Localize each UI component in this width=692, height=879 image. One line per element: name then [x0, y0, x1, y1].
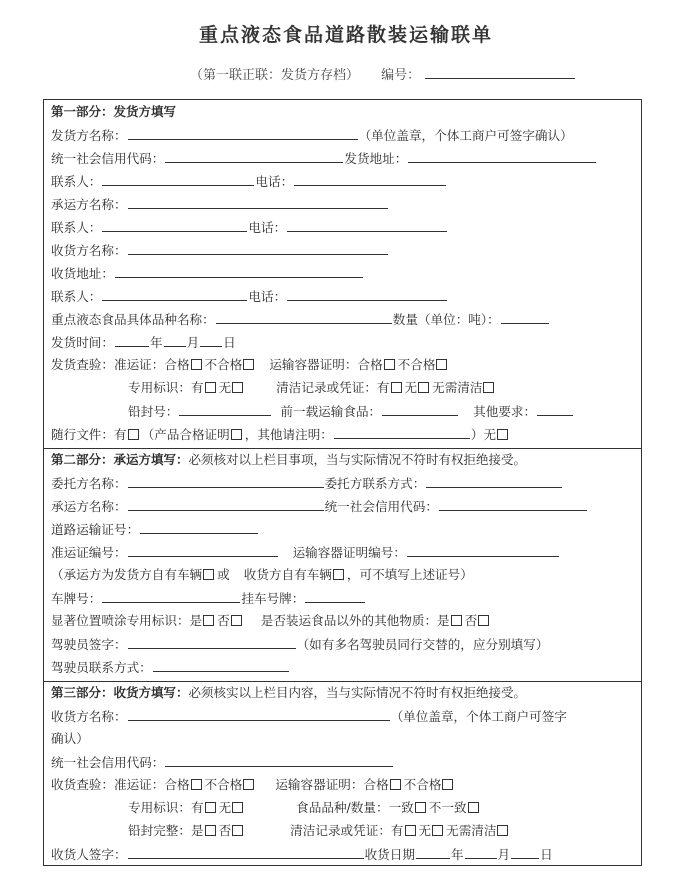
permit-no-field[interactable] [128, 543, 278, 557]
docs-no-label: 无 [483, 427, 497, 442]
shipper-contact-row [51, 172, 447, 191]
no-label: 无 [218, 380, 232, 395]
special-mark-label: 专用标识： [128, 800, 191, 815]
clean-record-label: 清洁记录或凭证： [290, 823, 391, 838]
r-container-qualified-checkbox[interactable] [390, 779, 401, 790]
shipper-vehicle-checkbox[interactable] [203, 569, 214, 580]
vehicle-note-or: 或 [217, 567, 230, 582]
credit-address-row [51, 149, 597, 168]
seal-no-field[interactable] [179, 402, 271, 416]
yes-label: 有 [376, 380, 390, 395]
mark-visible-yes-checkbox[interactable] [203, 615, 214, 626]
credit-code-label: 统一社会信用代码： [324, 499, 438, 514]
no-label: 无 [218, 800, 232, 815]
docs-no-checkbox[interactable] [497, 429, 508, 440]
seal-no-checkbox[interactable] [232, 825, 243, 836]
yes-label: 有 [190, 380, 204, 395]
serial-label: 编号： [381, 68, 421, 83]
driver-sign-field[interactable] [128, 635, 296, 649]
driver-phone-row [51, 658, 290, 677]
ship-address-field[interactable] [408, 149, 596, 163]
road-permit-row [51, 520, 259, 539]
mark-no-checkbox[interactable] [232, 382, 243, 393]
container-unqualified-checkbox[interactable] [436, 359, 447, 370]
qualified-label: 合格 [164, 357, 190, 372]
is-label: 是 [190, 823, 204, 838]
phone-field[interactable] [287, 218, 447, 232]
carrier-name-field[interactable] [128, 195, 388, 209]
check-label: 收货查验： [51, 777, 114, 792]
section-divider-1 [44, 448, 641, 449]
consistent-checkbox[interactable] [415, 802, 426, 813]
other-goods-no-label: 否 [464, 613, 478, 628]
contact-field[interactable] [102, 218, 247, 232]
vehicle-note-b: 收货方自有车辆 [243, 567, 332, 582]
shipper-name-field[interactable] [128, 126, 358, 140]
no-clean-label: 无需清洁 [432, 380, 483, 395]
not-label: 否 [218, 823, 232, 838]
entrust-contact-label: 委托方联系方式： [324, 476, 426, 491]
driver-sign-label: 驾驶员签字： [51, 637, 127, 652]
r-seal-row [128, 822, 511, 840]
year-field[interactable] [115, 333, 149, 347]
consignee-address-row [51, 264, 364, 283]
qualified-label: 合格 [357, 357, 383, 372]
receiver-note-row [51, 730, 89, 748]
driver-phone-label: 驾驶员联系方式： [51, 660, 152, 675]
ship-address-label: 发货地址： [344, 151, 408, 166]
qualified-label: 合格 [164, 777, 190, 792]
seal-yes-checkbox[interactable] [205, 825, 216, 836]
month-label: 月 [497, 847, 511, 862]
docs-row [51, 425, 511, 444]
year-label: 年 [450, 847, 464, 862]
receiver-credit-row [51, 753, 394, 772]
driver-phone-field[interactable] [153, 658, 289, 672]
part2-note: 必须核对以上栏目事项，当与实际情况不符时有权拒绝接受。 [188, 452, 527, 467]
food-name-field[interactable] [216, 310, 392, 324]
inconsistent-label: 不一致 [428, 800, 467, 815]
mark-yes-checkbox[interactable] [205, 382, 216, 393]
other-req-field[interactable] [537, 402, 573, 416]
mark-visible-label: 显著位置喷涂专用标识：是 [51, 613, 203, 628]
carrier-contact-row [51, 218, 448, 237]
check-label: 发货查验： [51, 357, 114, 372]
special-mark-label: 专用标识： [128, 380, 191, 395]
receiver-sign-field[interactable] [128, 845, 364, 859]
phone-label: 电话： [255, 174, 294, 189]
container-cert-no-field[interactable] [407, 543, 559, 557]
consignee-name-label: 收货方名称： [51, 243, 127, 258]
trailer-plate-label: 挂车号牌： [241, 591, 305, 606]
contact-label: 联系人： [51, 220, 102, 235]
shipper-name-note: （单位盖章，个体工商户可签字确认） [358, 128, 573, 143]
consistent-label: 一致 [388, 800, 414, 815]
cert-checkbox[interactable] [231, 429, 242, 440]
inconsistent-checkbox[interactable] [468, 802, 479, 813]
consignee-address-field[interactable] [115, 264, 363, 278]
trailer-plate-field[interactable] [305, 589, 365, 603]
docs-other-label: ，其他请注明： [244, 427, 333, 442]
food-name-label: 重点液态食品具体品种名称： [51, 312, 215, 327]
r-day-field[interactable] [511, 845, 539, 859]
prev-food-field[interactable] [382, 402, 458, 416]
container-cert-label: 运输容器证明： [269, 357, 358, 372]
consignee-address-label: 收货地址： [51, 266, 114, 281]
docs-other-field[interactable] [334, 425, 470, 439]
other-goods-yes-checkbox[interactable] [451, 615, 462, 626]
driver-sign-row [51, 635, 548, 654]
contact-field[interactable] [102, 287, 247, 301]
docs-label: 随行文件： [51, 427, 114, 442]
prev-food-label: 前一载运输食品： [280, 404, 382, 419]
clean-yes-checkbox[interactable] [391, 382, 402, 393]
unqualified-label: 不合格 [397, 357, 436, 372]
part3-note: 必须核实以上栏目内容，当与实际情况不符时有权拒绝接受。 [188, 685, 527, 700]
docs-detail-label: （产品合格证明 [141, 427, 230, 442]
entrust-row [51, 474, 563, 493]
docs-yes-checkbox[interactable] [128, 429, 139, 440]
mark-no-label: 否 [217, 613, 230, 628]
road-permit-label: 道路运输证号： [51, 522, 140, 537]
r-no-clean-checkbox[interactable] [497, 825, 508, 836]
container-qualified-checkbox[interactable] [384, 359, 395, 370]
r-clean-no-checkbox[interactable] [432, 825, 443, 836]
consignee-name-field[interactable] [128, 707, 390, 721]
carrier-name-field[interactable] [128, 497, 324, 511]
credit-code-field[interactable] [439, 497, 587, 511]
r-year-field[interactable] [416, 845, 450, 859]
shipper-name-row [51, 126, 573, 145]
consignee-note-cont: 确认） [51, 731, 89, 746]
ship-time-row [51, 333, 236, 352]
other-goods-label: 是否装运食品以外的其他物质：是 [260, 613, 450, 628]
r-permit-unqualified-checkbox[interactable] [243, 779, 254, 790]
yes-label: 有 [390, 823, 404, 838]
r-mark-no-checkbox[interactable] [232, 802, 243, 813]
phone-field[interactable] [294, 172, 446, 186]
form-subtitle [190, 64, 576, 83]
food-name-row [51, 310, 550, 329]
month-label: 月 [186, 335, 200, 350]
no-clean-checkbox[interactable] [483, 382, 494, 393]
entrust-contact-field[interactable] [426, 474, 562, 488]
permit-label: 准运证： [113, 777, 165, 792]
permit-no-label: 准运证编号： [51, 545, 127, 560]
part2-heading [51, 451, 526, 469]
container-cert-label: 运输容器证明： [275, 777, 364, 792]
vehicle-note-row [51, 566, 473, 584]
entrust-name-label: 委托方名称： [51, 476, 127, 491]
consignee-name-label: 收货方名称： [51, 709, 127, 724]
day-label: 日 [540, 847, 553, 862]
copy-label: （第一联正联：发货方存档） [190, 68, 360, 83]
clean-no-checkbox[interactable] [418, 382, 429, 393]
seal-no-label: 铅封号： [128, 404, 179, 419]
credit-code-field[interactable] [165, 149, 343, 163]
ship-time-label: 发货时间： [51, 335, 114, 350]
form-title: 重点液态食品道路散装运输联单 [198, 24, 493, 46]
receive-check-row [51, 776, 456, 794]
year-label: 年 [149, 335, 163, 350]
no-clean-label: 无需清洁 [446, 823, 497, 838]
permit-label: 准运证： [113, 357, 165, 372]
part1-heading: 第一部分：发货方填写 [51, 104, 177, 119]
plate-label: 车牌号： [51, 591, 102, 606]
road-permit-field[interactable] [140, 520, 258, 534]
part3-title: 第三部分：收货方填写： [51, 685, 189, 700]
vehicle-note-a: （承运方为发货方自有车辆 [51, 567, 203, 582]
receive-date-label: 收货日期 [364, 847, 415, 862]
vehicle-note-c: ，可不填写上述证号） [346, 567, 473, 582]
r-mark-yes-checkbox[interactable] [205, 802, 216, 813]
driver-note: （如有多名驾驶员同行交替的，应分别填写） [296, 637, 549, 652]
clean-record-label: 清洁记录或凭证： [276, 380, 377, 395]
plate-row [51, 589, 366, 608]
container-cert-no-label: 运输容器证明编号： [292, 545, 406, 560]
mark-visible-row [51, 612, 492, 630]
ship-check-row [51, 356, 450, 374]
section-divider-2 [44, 681, 641, 682]
other-goods-no-checkbox[interactable] [478, 615, 489, 626]
carrier-row [51, 497, 588, 516]
r-permit-qualified-checkbox[interactable] [191, 779, 202, 790]
consignee-name-row [51, 241, 389, 260]
phone-label: 电话： [248, 289, 287, 304]
mark-visible-no-checkbox[interactable] [231, 615, 242, 626]
phone-label: 电话： [248, 220, 287, 235]
r-clean-yes-checkbox[interactable] [405, 825, 416, 836]
r-mark-row [128, 799, 482, 817]
month-field[interactable] [164, 333, 186, 347]
other-req-label: 其他要求： [473, 404, 537, 419]
special-mark-row [128, 379, 497, 397]
receiver-sign-row [51, 845, 553, 864]
docs-close: ） [470, 427, 484, 442]
r-container-unqualified-checkbox[interactable] [442, 779, 453, 790]
unqualified-label: 不合格 [403, 777, 442, 792]
consignee-name-field[interactable] [128, 241, 388, 255]
carrier-name-row [51, 195, 389, 214]
shipper-name-label: 发货方名称： [51, 128, 127, 143]
unqualified-label: 不合格 [204, 777, 243, 792]
quantity-field[interactable] [501, 310, 549, 324]
r-month-field[interactable] [465, 845, 497, 859]
consignee-vehicle-checkbox[interactable] [333, 569, 344, 580]
permit-unqualified-checkbox[interactable] [243, 359, 254, 370]
receiver-name-row [51, 707, 567, 726]
credit-code-label: 统一社会信用代码： [51, 151, 165, 166]
entrust-name-field[interactable] [128, 474, 324, 488]
carrier-name-label: 承运方名称： [51, 197, 127, 212]
day-label: 日 [223, 335, 236, 350]
qualified-label: 合格 [363, 777, 389, 792]
permit-qualified-checkbox[interactable] [191, 359, 202, 370]
part2-title: 第二部分：承运方填写： [51, 452, 189, 467]
contact-label: 联系人： [51, 289, 102, 304]
plate-field[interactable] [102, 589, 240, 603]
seal-row [128, 402, 574, 421]
carrier-name-label: 承运方名称： [51, 499, 127, 514]
receiver-sign-label: 收货人签字： [51, 847, 127, 862]
consignee-contact-row [51, 287, 448, 306]
no-label: 无 [418, 823, 432, 838]
quantity-label: 数量（单位：吨）： [392, 312, 500, 327]
yes-label: 有 [190, 800, 204, 815]
no-label: 无 [404, 380, 418, 395]
seal-intact-label: 铅封完整： [128, 823, 191, 838]
part3-heading [51, 684, 526, 702]
food-match-label: 食品品种/数量： [296, 800, 389, 815]
phone-field[interactable] [287, 287, 447, 301]
docs-yes-label: 有 [113, 427, 127, 442]
day-field[interactable] [200, 333, 222, 347]
unqualified-label: 不合格 [204, 357, 243, 372]
consignee-note: （单位盖章，个体工商户可签字 [390, 709, 567, 724]
permit-no-row [51, 543, 560, 562]
serial-field[interactable] [425, 65, 575, 79]
contact-field[interactable] [102, 172, 254, 186]
contact-label: 联系人： [51, 174, 102, 189]
credit-code-label: 统一社会信用代码： [51, 755, 165, 770]
credit-code-field[interactable] [165, 753, 393, 767]
